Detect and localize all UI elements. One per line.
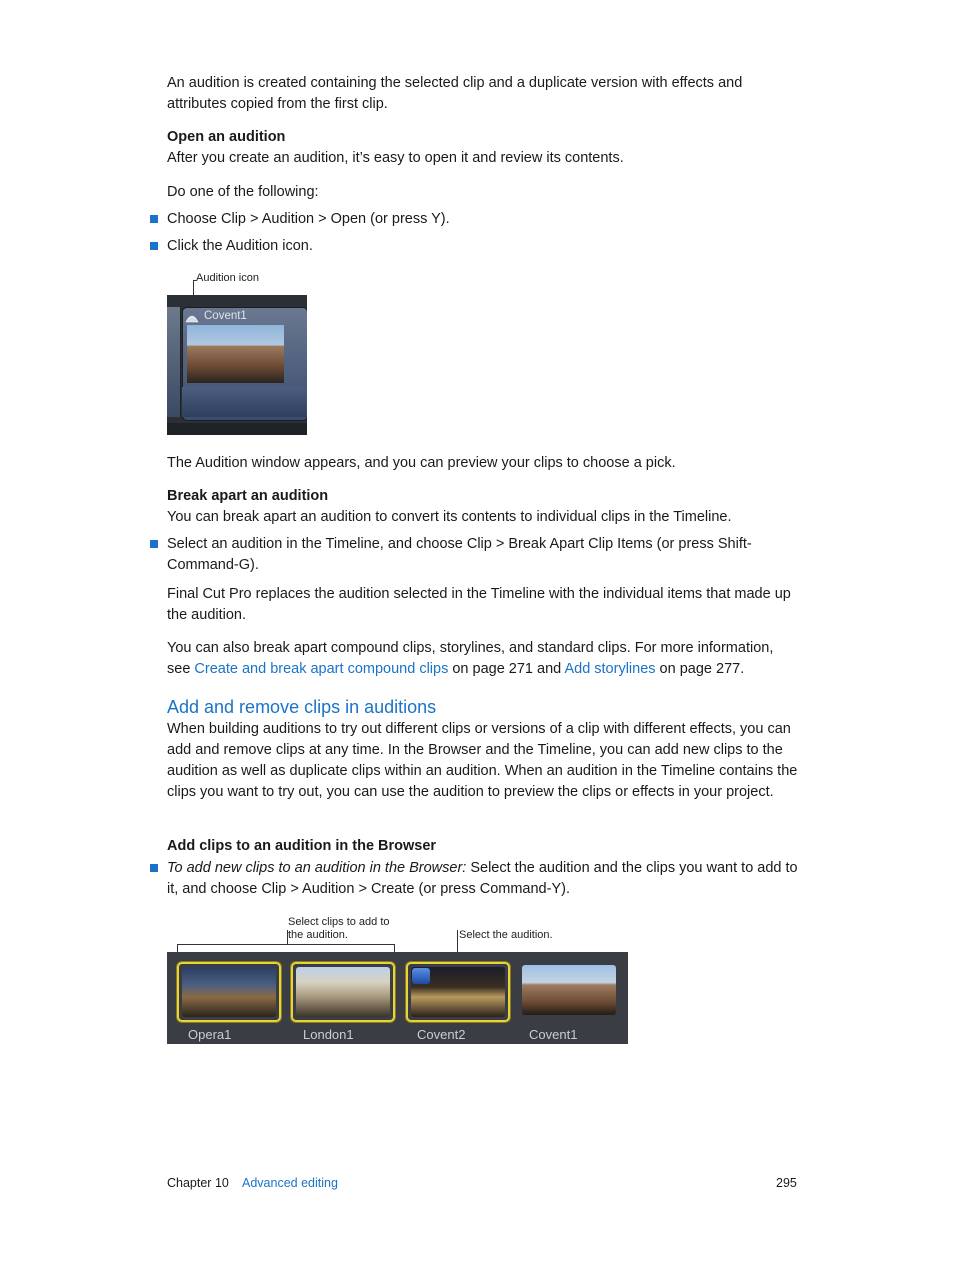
clip-tile-covent2[interactable] bbox=[406, 962, 510, 1022]
audition-icon bbox=[185, 313, 199, 323]
storylines-link[interactable]: Add storylines bbox=[564, 661, 656, 677]
break-apart-heading: Break apart an audition bbox=[167, 488, 329, 504]
bracket-left-end bbox=[177, 944, 178, 952]
bullet-marker bbox=[150, 540, 158, 548]
clip-name-label: Covent1 bbox=[204, 310, 247, 322]
bullet-marker bbox=[150, 215, 158, 223]
clip-tile-opera1[interactable] bbox=[177, 962, 281, 1022]
adjacent-clip bbox=[167, 307, 181, 417]
open-audition-intro: After you create an audition, it’s easy to open it and review its contents. bbox=[167, 150, 624, 166]
bullet-open-menu: Choose Clip > Audition > Open (or press Y). bbox=[167, 211, 450, 227]
timeline-bottom-bar bbox=[167, 423, 307, 435]
bracket-line bbox=[177, 944, 395, 945]
caption-leader-tick bbox=[193, 280, 196, 281]
clip-tile-covent1[interactable] bbox=[519, 962, 619, 1018]
do-one-text: Do one of the following: bbox=[167, 184, 319, 200]
bullet-add-clips-italic: To add new clips to an audition in the Browser: bbox=[167, 860, 467, 876]
compound-clips-link[interactable]: Create and break apart compound clips bbox=[194, 661, 449, 677]
break-apart-intro: You can break apart an audition to convert its contents to individual clips in the Timeline. bbox=[167, 509, 732, 525]
bracket-right-end bbox=[394, 944, 395, 952]
tile-label: Covent1 bbox=[529, 1027, 578, 1042]
clip-thumbnail bbox=[187, 325, 284, 383]
clip-thumbnail bbox=[296, 967, 390, 1017]
browser-clips-figure bbox=[167, 952, 628, 1044]
clip-tile-london1[interactable] bbox=[291, 962, 395, 1022]
audio-waveform bbox=[182, 387, 306, 417]
bullet-marker bbox=[150, 864, 158, 872]
open-audition-heading: Open an audition bbox=[167, 129, 286, 145]
bullet-marker bbox=[150, 242, 158, 250]
section-heading: Add and remove clips in auditions bbox=[167, 697, 437, 717]
bracket-leader bbox=[287, 930, 288, 944]
select-clips-caption: Select clips to add to the audition. bbox=[288, 916, 390, 941]
footer-chapter: Chapter 10 bbox=[167, 1176, 229, 1190]
audition-window-text: The Audition window appears, and you can preview your clips to choose a pick. bbox=[167, 455, 676, 471]
tile-label: Covent2 bbox=[417, 1027, 466, 1042]
tile-label: London1 bbox=[303, 1027, 354, 1042]
add-clips-heading: Add clips to an audition in the Browser bbox=[167, 838, 437, 854]
intro-paragraph: An audition is created containing the selected clip and a duplicate version with effects and attributes copied from the first clip. bbox=[167, 75, 743, 112]
tile-label: Opera1 bbox=[188, 1027, 232, 1042]
section-body: When building auditions to try out different clips or versions of a clip with different effects, you can add and remove clips at any time. In the Browser and the Timeline, you can add new clips to the audition as well as duplicate clips within an audition. When an audition in the Timeline contains the clips you want to try out, you can use the audition to preview the clips or effects in your project. bbox=[167, 721, 798, 800]
replaces-paragraph: Final Cut Pro replaces the audition selected in the Timeline with the individual items that made up the audition. bbox=[167, 586, 791, 623]
also-text-c: on page 277. bbox=[655, 661, 745, 677]
also-paragraph bbox=[167, 638, 799, 680]
footer-section-link[interactable]: Advanced editing bbox=[242, 1176, 338, 1190]
clip-thumbnail bbox=[522, 965, 616, 1015]
bullet-add-clips-rest: Select the audition and the clips you want to add to it, and choose Clip > Audition > Create (or press Command-Y). bbox=[167, 860, 798, 897]
select-audition-caption: Select the audition. bbox=[459, 929, 553, 941]
bullet-add-clips bbox=[167, 858, 799, 900]
audition-icon-caption: Audition icon bbox=[196, 272, 259, 284]
page-number: 295 bbox=[776, 1176, 797, 1190]
bullet-break-apart: Select an audition in the Timeline, and choose Clip > Break Apart Clip Items (or press Shift-Command-G). bbox=[167, 536, 752, 573]
bullet-click-icon: Click the Audition icon. bbox=[167, 238, 313, 254]
also-text-b: on page 271 and bbox=[448, 661, 565, 677]
also-text-a: You can also break apart compound clips, storylines, and standard clips. For more information, see bbox=[167, 640, 774, 677]
clip-thumbnail bbox=[182, 967, 276, 1017]
audition-icon bbox=[412, 968, 430, 984]
